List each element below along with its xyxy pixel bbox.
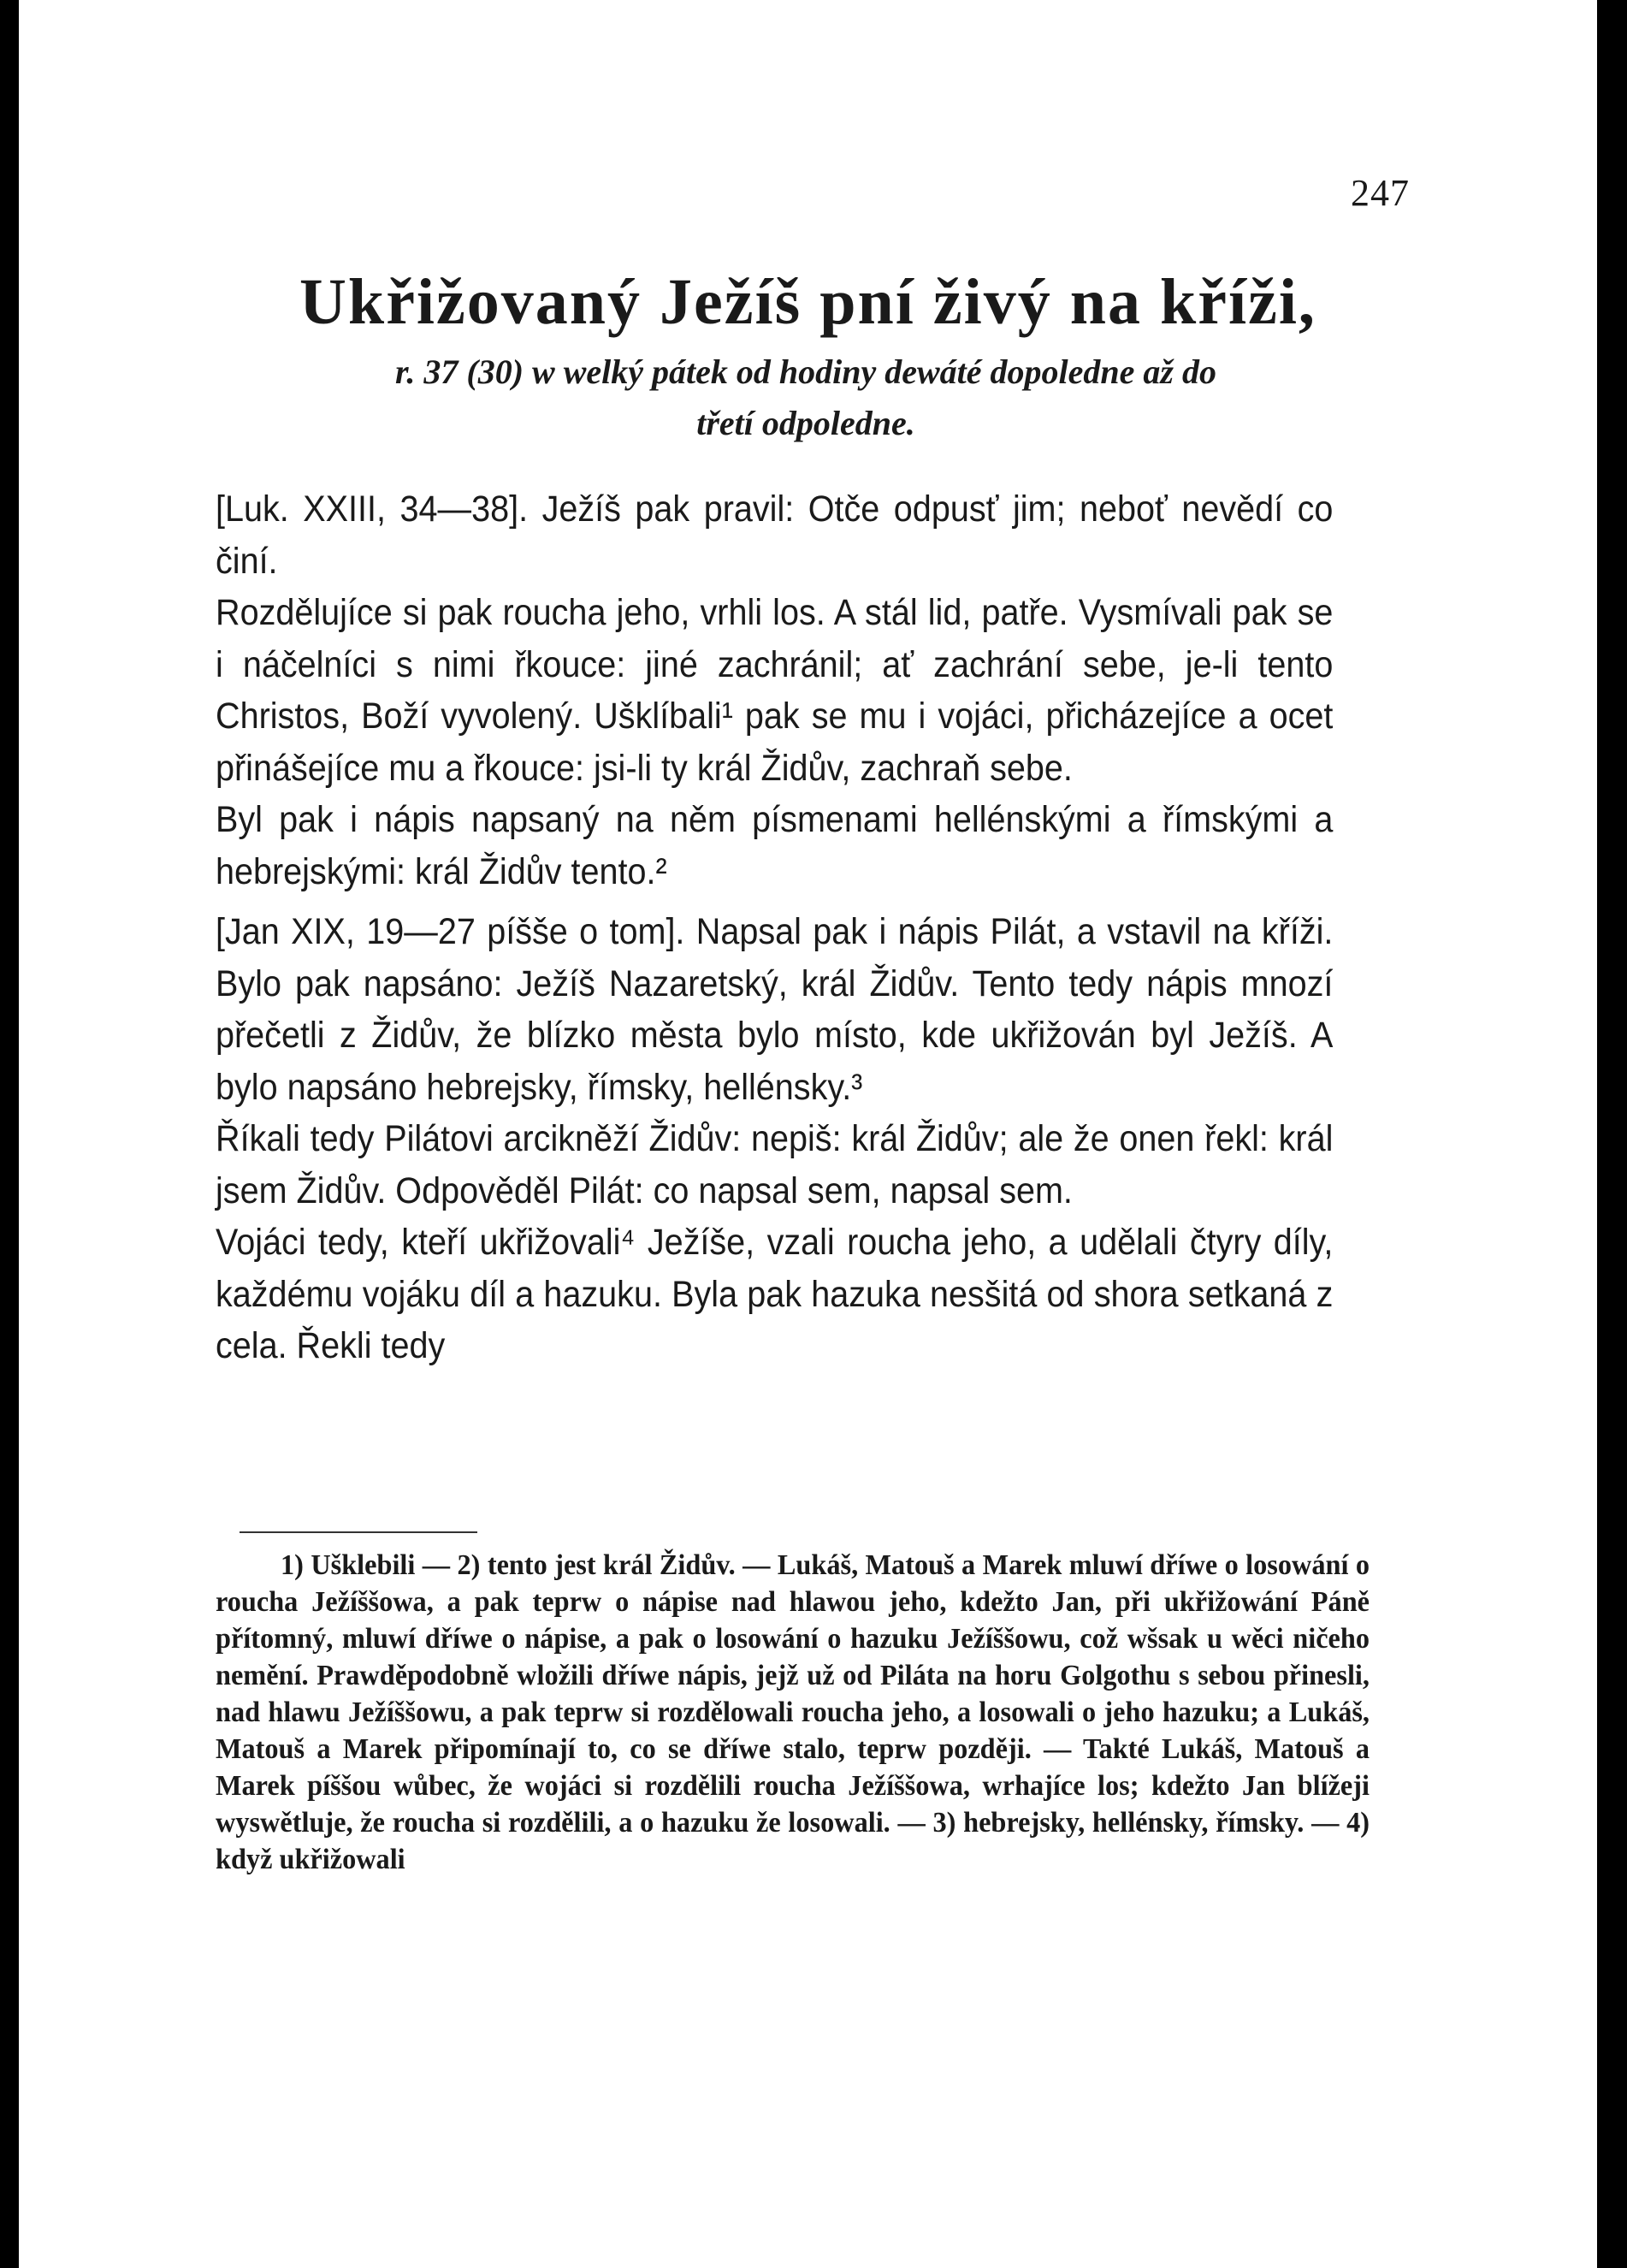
book-page (19, 0, 1597, 2268)
subheading-line-1: r. 37 (30) w welký pátek od hodiny dewáté dopoledne až do (395, 352, 1216, 391)
paragraph: Vojáci tedy, kteří ukřižovali⁴ Ježíše, vzali roucha jeho, a udělali čtyry díly, každému vojáku díl a hazuku. Byla pak hazuka nesšitá od shora setkaná z cela. Řekli tedy (216, 1222, 1334, 1366)
chapter-subheading (207, 346, 1405, 449)
body-text (216, 475, 1333, 1372)
paragraph: Říkali tedy Pilátovi arcikněží Židův: nepiš: král Židův; ale že onen řekl: král jsem Židův. Odpověděl Pilát: co napsal sem, napsal sem. (216, 1118, 1334, 1211)
paragraph: [Luk. XXIII, 34—38]. Ježíš pak pravil: Otče odpusť jim; neboť nevědí co činí. (216, 489, 1334, 582)
page-number: 247 (1351, 172, 1410, 214)
paragraph: Byl pak i nápis napsaný na něm písmenami hellénskými a římskými a hebrejskými: král Židův tento.² (216, 799, 1334, 892)
paragraph: Rozdělujíce si pak roucha jeho, vrhli los. A stál lid, patře. Vysmívali pak se i náčelníci s nimi řkouce: jiné zachránil; ať zachrání sebe, je-li tento Christos, Boží vyvolený. Ušklíbali¹ pak se mu i vojáci, přicházejíce a ocet přinášejíce mu a řkouce: jsi-li ty král Židův, zachraň sebe. (216, 592, 1334, 789)
paragraph: [Jan XIX, 19—27 píšše o tom]. Napsal pak i nápis Pilát, a vstavil na kříži. Bylo pak napsáno: Ježíš Nazaretský, král Židův. Tento tedy nápis mnozí přečetli z Židův, že blízko města bylo místo, kde ukřižován byl Ježíš. A bylo napsáno hebrejsky, římsky, hellénsky.³ (216, 911, 1334, 1108)
footnotes (216, 1547, 1370, 1878)
footnote-divider (240, 1531, 477, 1533)
chapter-heading: Ukřižovaný Ježíš pní živý na kříži, (299, 266, 1316, 338)
footnote-text: 1) Ušklebili — 2) tento jest král Židův. — Lukáš, Matouš a Marek mluwí dříwe o losowání o roucha Ježíššowa, a pak teprw o nápise nad hlawou jeho, kdežto Jan, při ukřižowání Páně přítomný, mluwí dříwe o nápise, a pak o losowání o hazuku Ježíššowu, což wšsak u wěci ničeho nemění. Prawděpodobně wložili dříwe nápis, jejž už od Piláta na horu Golgothu s sebou přinesli, nad hlawu Ježíššowu, a pak teprw si rozdělowali roucha jeho, a losowali o jeho hazuku; a Lukáš, Matouš a Marek připomínají to, co se dříwe stalo, teprw později. — Takté Lukáš, Matouš a Marek píššou wůbec, že wojáci si rozdělili roucha Ježíššowa, wrhajíce los; kdežto Jan blížeji wyswětluje, že roucha si rozdělili, a o hazuku že losowali. — 3) hebrejsky, hellénsky, římsky. — 4) když ukřižowali (216, 1549, 1370, 1875)
subheading-line-2: třetí odpoledne. (696, 404, 915, 442)
